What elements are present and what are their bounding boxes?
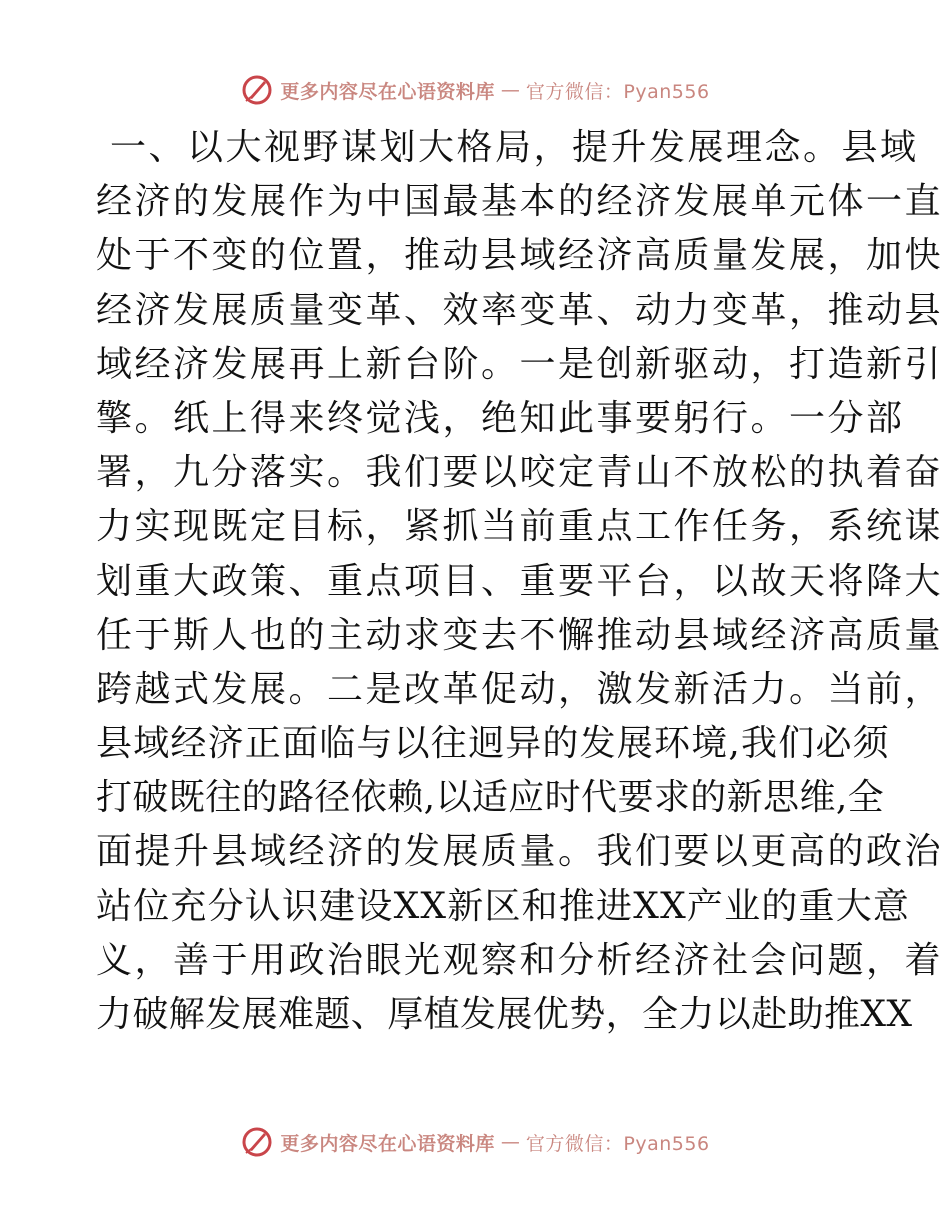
watermark-separator: — bbox=[500, 1131, 520, 1153]
body-line: 划重大政策、重点项目、重要平台，以故天将降大 bbox=[96, 560, 944, 602]
watermark-main-text: 更多内容尽在心语资料库 bbox=[280, 80, 495, 103]
body-line: 力实现既定目标，紧抓当前重点工作任务，系统谋 bbox=[96, 506, 944, 548]
watermark-account-text: 官方微信：Pyan556 bbox=[525, 1132, 710, 1155]
watermark-main-text: 更多内容尽在心语资料库 bbox=[280, 1132, 495, 1155]
footer-watermark bbox=[0, 1122, 950, 1162]
body-line: 县域经济正面临与以往迥异的发展环境,我们必须 bbox=[96, 723, 890, 765]
body-line: 经济发展质量变革、效率变革、动力变革，推动县 bbox=[96, 289, 944, 331]
body-line: 跨越式发展。二是改革促动，激发新活力。当前， bbox=[96, 668, 944, 710]
body-line: 站位充分认识建设XX新区和推进XX产业的重大意 bbox=[96, 885, 911, 927]
body-line: 面提升县域经济的发展质量。我们要以更高的政治 bbox=[96, 831, 944, 873]
body-line: 力破解发展难题、厚植发展优势，全力以赴助推XX bbox=[96, 994, 913, 1035]
body-line: 署，九分落实。我们要以咬定青山不放松的执着奋 bbox=[96, 452, 944, 494]
header-watermark bbox=[0, 70, 950, 110]
body-line: 打破既往的路径依赖,以适应时代要求的新思维,全 bbox=[96, 777, 885, 819]
body-line: 处于不变的位置，推动县域经济高质量发展，加快 bbox=[96, 235, 944, 277]
watermark-separator: — bbox=[500, 79, 520, 101]
body-line: 任于斯人也的主动求变去不懈推动县域经济高质量 bbox=[96, 614, 944, 656]
watermark-account-text: 官方微信：Pyan556 bbox=[525, 80, 710, 103]
feather-logo-icon bbox=[240, 73, 274, 107]
body-line: 义，善于用政治眼光观察和分析经济社会问题，着 bbox=[96, 939, 944, 981]
body-line: 域经济发展再上新台阶。一是创新驱动，打造新引 bbox=[96, 343, 944, 385]
body-line: 经济的发展作为中国最基本的经济发展单元体一直 bbox=[96, 181, 944, 223]
body-line: 一、以大视野谋划大格局，提升发展理念。县域 bbox=[110, 127, 919, 168]
body-line: 擎。纸上得来终觉浅，绝知此事要躬行。一分部 bbox=[96, 397, 905, 439]
document-body bbox=[96, 121, 944, 1042]
feather-logo-icon bbox=[240, 1125, 274, 1159]
